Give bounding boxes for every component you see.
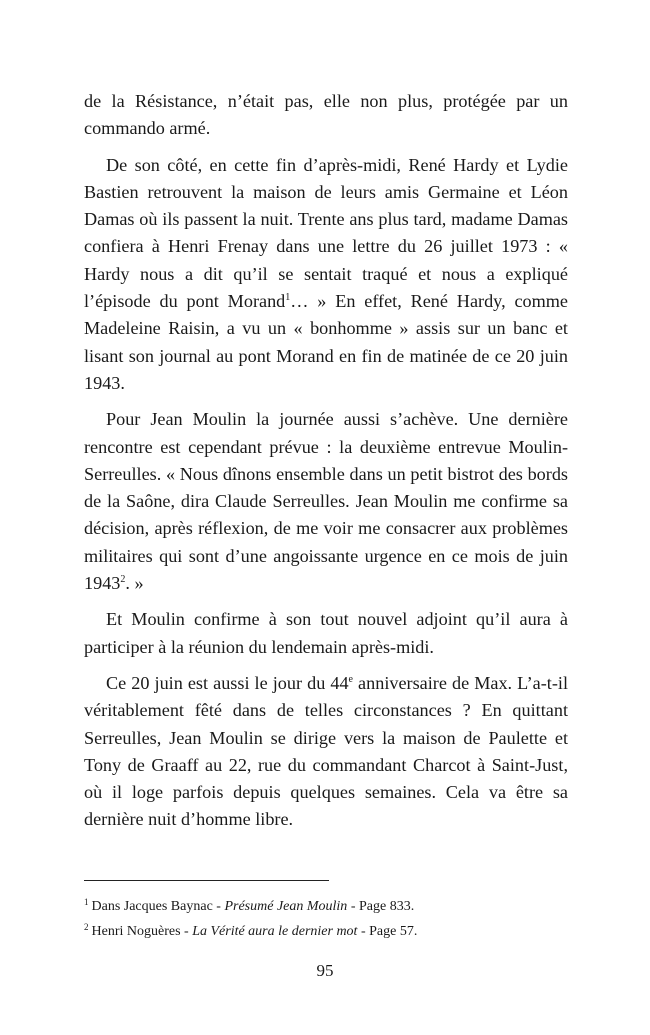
footnote [84, 917, 568, 942]
text-run: . » [125, 573, 144, 594]
footnote-number: 1 [84, 897, 89, 907]
text-run: de la Résistance, n’était pas, elle non plus, protégée par un commando armé. [84, 91, 568, 139]
text-run: Pour Jean Moulin la journée aussi s’achève. Une dernière rencontre est cependant prévue : la deuxième entrevue Moulin-Serreulles. « Nous dînons ensemble dans un petit bistrot des bords de la Saône, dira Claude Serreulles. Jean Moulin me confirme sa décision, après réflexion, de me voir me consacrer aux problèmes militaires qui sont d’une angoissante urgence en ce mois de juin 1943 [84, 409, 568, 594]
text-run: Ce 20 juin est aussi le jour du 44 [106, 672, 349, 693]
paragraph [84, 406, 568, 597]
paragraph [84, 606, 568, 661]
paragraph [84, 88, 568, 143]
text-run: De son côté, en cette fin d’après-midi, René Hardy et Lydie Bastien retrouvent la maison de leurs amis Germaine et Léon Damas où ils passent la nuit. Trente ans plus tard, madame Damas confiera à Henri Frenay dans une lettre du 26 juillet 1973 : « Hardy nous a dit qu’il se sentait traqué et nous a expliqué l’épisode du pont Morand [84, 154, 568, 312]
text-run: - Page 833. [347, 899, 415, 914]
footnote-number: 2 [84, 922, 89, 932]
text-run: anniversaire de Max. L’a-t-il véritablement fêté dans de telles circonstances ? En quittant Serreulles, Jean Moulin se dirige vers la maison de Paulette et Tony de Graaff au 22, rue du commandant Charcot à Saint-Just, où il loge parfois depuis quelques semaines. Cela va être sa dernière nuit d’homme libre. [84, 672, 568, 830]
footnotes [84, 892, 568, 942]
footnote-reference: 1 [285, 292, 291, 304]
italic-title: Présumé Jean Moulin [224, 899, 348, 914]
footnote-reference: e [348, 673, 353, 685]
text-run: - Page 57. [357, 924, 418, 939]
italic-title: La Vérité aura le dernier mot [192, 924, 358, 939]
page-number: 95 [316, 961, 334, 980]
text-run: Henri Noguères - [91, 924, 193, 939]
footnote-reference: 2 [120, 574, 126, 586]
footnote-separator [84, 880, 329, 881]
text-run: Et Moulin confirme à son tout nouvel adjoint qu’il aura à participer à la réunion du lendemain après-midi. [84, 609, 568, 657]
text-run: Dans Jacques Baynac - [91, 899, 225, 914]
page-body [84, 88, 568, 843]
text-run: … » En effet, René Hardy, comme Madeleine Raisin, a vu un « bonhomme » assis sur un banc et lisant son journal au pont Morand en fin de matinée de ce 20 juin 1943. [84, 291, 568, 393]
paragraph [84, 152, 568, 398]
footnote [84, 892, 568, 917]
paragraph [84, 670, 568, 834]
